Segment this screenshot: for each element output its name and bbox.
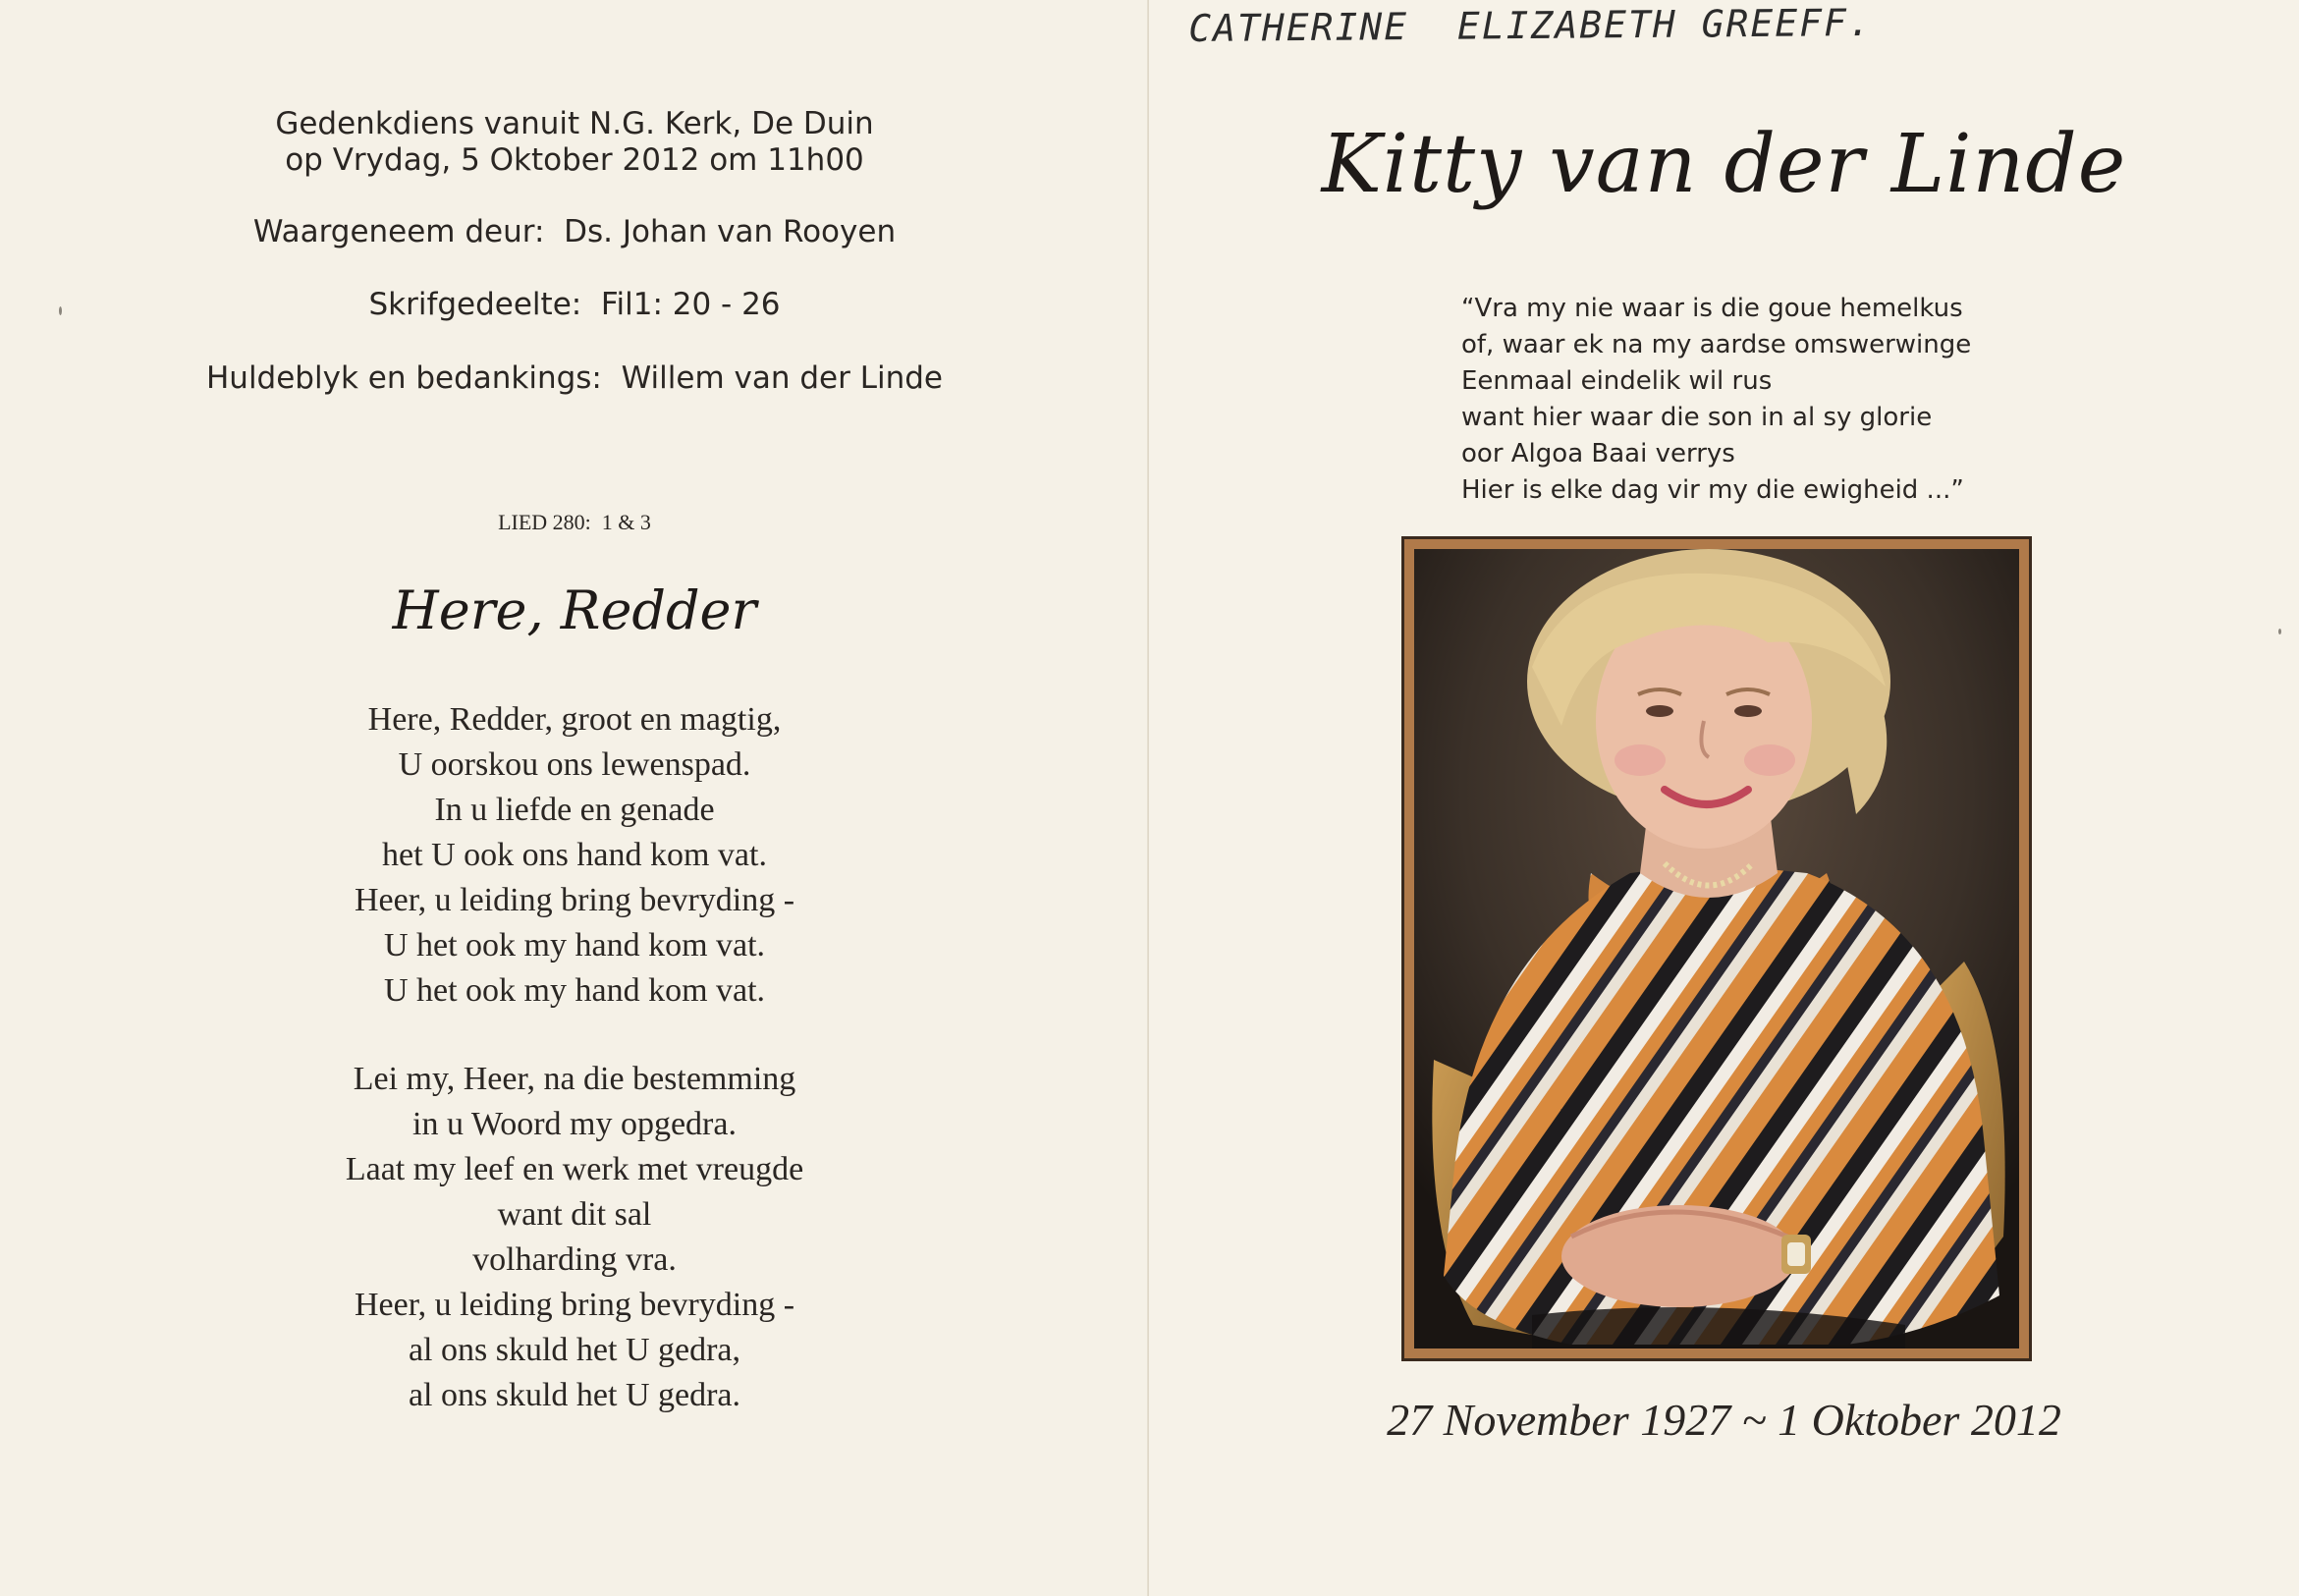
officiant-line: Waargeneem deur: Ds. Johan van Rooyen bbox=[252, 214, 897, 249]
verse-line: al ons skuld het U gedra, bbox=[408, 1332, 741, 1368]
quote-line: oor Algoa Baai verrys bbox=[1461, 439, 1735, 468]
verse-line: in u Woord my opgedra. bbox=[412, 1106, 737, 1142]
deceased-name: Kitty van der Linde bbox=[1321, 118, 2127, 211]
tribute-line: Huldeblyk en bedankings: Willem van der Linde bbox=[205, 360, 943, 396]
scripture-line: Skrifgedeelte: Fil1: 20 - 26 bbox=[368, 287, 781, 322]
verse-line: Here, Redder, groot en magtig, bbox=[367, 701, 782, 738]
verse-line: Lei my, Heer, na die bestemming bbox=[353, 1061, 796, 1097]
verse-line: want dit sal bbox=[497, 1196, 652, 1233]
hymn-title bbox=[0, 579, 1149, 642]
quote-line: want hier waar die son in al sy glorie bbox=[1461, 403, 1933, 432]
left-page bbox=[0, 0, 1149, 1596]
tribute bbox=[0, 360, 1149, 397]
verse-line: U het ook my hand kom vat. bbox=[383, 927, 766, 963]
verse-line: al ons skuld het U gedra. bbox=[408, 1377, 741, 1413]
verse-line: Heer, u leiding bring bevryding - bbox=[354, 882, 795, 918]
portrait-photo bbox=[1414, 549, 2019, 1348]
service-details bbox=[0, 106, 1149, 179]
life-dates: 27 November 1927 ~ 1 Oktober 2012 bbox=[1387, 1395, 2061, 1445]
quote-line: of, waar ek na my aardse omswerwinge bbox=[1461, 330, 1972, 359]
verse-line: U oorskou ons lewenspad. bbox=[398, 746, 751, 783]
verse-line: Heer, u leiding bring bevryding - bbox=[354, 1287, 795, 1323]
right-page bbox=[1149, 0, 2299, 1596]
service-line-1: Gedenkdiens vanuit N.G. Kerk, De Duin bbox=[275, 106, 874, 141]
quote-line: Eenmaal eindelik wil rus bbox=[1461, 366, 1773, 396]
paper-speck bbox=[2278, 629, 2281, 634]
memorial-quote bbox=[1461, 291, 1971, 509]
hymn-verse-1 bbox=[0, 697, 1149, 1014]
hymn-verse-2 bbox=[0, 1057, 1149, 1418]
handwritten-note: CATHERINE ELIZABETH GREEFF. bbox=[1188, 0, 1873, 50]
verse-line: U het ook my hand kom vat. bbox=[383, 972, 766, 1009]
verse-line: In u liefde en genade bbox=[434, 792, 715, 828]
verse-line: Laat my leef en werk met vreugde bbox=[345, 1151, 804, 1187]
scripture bbox=[0, 287, 1149, 323]
hymn-title-text: Here, Redder bbox=[392, 579, 757, 641]
hymn-number bbox=[0, 510, 1149, 535]
paper-speck bbox=[59, 306, 62, 315]
portrait-frame bbox=[1401, 536, 2032, 1361]
quote-line: “Vra my nie waar is die goue hemelkus bbox=[1461, 294, 1963, 323]
portrait-illustration bbox=[1414, 549, 2019, 1348]
quote-line: Hier is elke dag vir my die ewigheid ...” bbox=[1461, 475, 1964, 505]
verse-line: volharding vra. bbox=[472, 1241, 677, 1278]
officiant bbox=[0, 214, 1149, 250]
service-line-2: op Vrydag, 5 Oktober 2012 om 11h00 bbox=[285, 142, 864, 178]
hymn-number-text: LIED 280: 1 & 3 bbox=[498, 510, 651, 534]
verse-line: het U ook ons hand kom vat. bbox=[382, 837, 767, 873]
